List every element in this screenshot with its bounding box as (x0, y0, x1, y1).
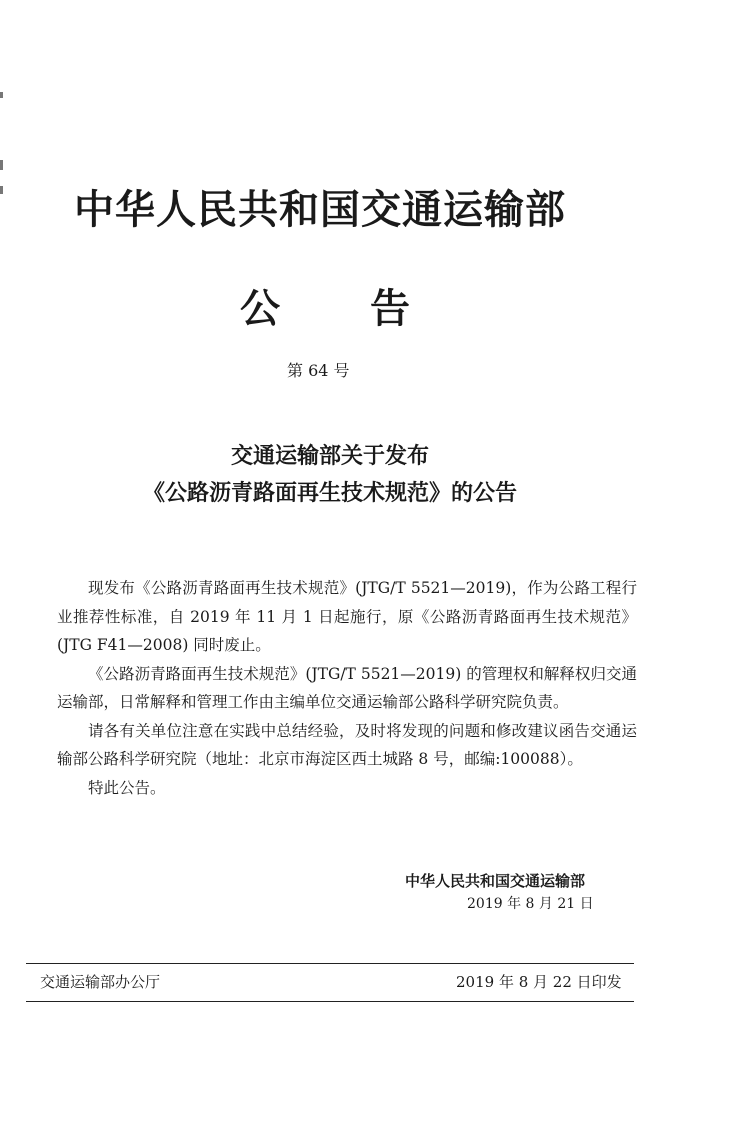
heading-line-2: 《公路沥青路面再生技术规范》的公告 (142, 481, 517, 506)
scan-edge-mark (0, 160, 3, 170)
body-paragraph: 特此公告。 (88, 778, 166, 797)
print-date: 2019 年 8 月 22 日印发 (456, 973, 622, 991)
notice-body (57, 574, 637, 802)
notice-title: 公告 (240, 286, 500, 332)
footer-divider-top (26, 963, 634, 964)
body-paragraph: 《公路沥青路面再生技术规范》(JTG/T 5521—2019) 的管理权和解释权归交通运输部，日常解释和管理工作由主编单位交通运输部公路科学研究院负责。 (57, 664, 637, 711)
ministry-title: 中华人民共和国交通运输部 (74, 187, 566, 233)
body-paragraph: 请各有关单位注意在实践中总结经验，及时将发现的问题和修改建议函告交通运输部公路科学研究院（地址：北京市海淀区西土城路 8 号，邮编:100088）。 (57, 721, 637, 768)
scan-edge-mark (0, 186, 3, 194)
body-paragraph: 现发布《公路沥青路面再生技术规范》(JTG/T 5521—2019)，作为公路工程行业推荐性标准，自 2019 年 11 月 1 日起施行，原《公路沥青路面再生技术规范》(JTG F41—2008) 同时废止。 (57, 579, 637, 654)
issue-number: 第 64 号 (287, 361, 350, 380)
document-heading (70, 438, 590, 512)
scan-edge-mark (0, 92, 3, 98)
heading-line-1: 交通运输部关于发布 (230, 444, 429, 469)
footer-divider-bottom (26, 1001, 634, 1002)
issuer-signature: 中华人民共和国交通运输部 (405, 872, 586, 890)
issuing-office: 交通运输部办公厅 (40, 973, 161, 991)
signature-date: 2019 年 8 月 21 日 (467, 896, 594, 912)
